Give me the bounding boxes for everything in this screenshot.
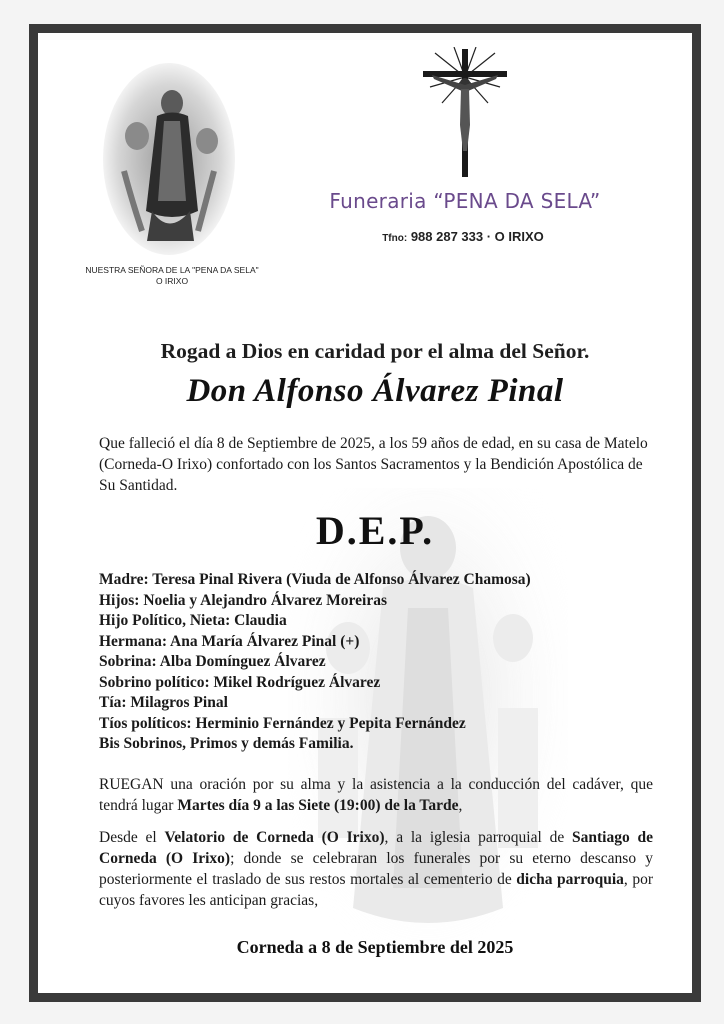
- desde-text-1: Desde el: [99, 829, 165, 846]
- obituary-frame: [29, 24, 701, 1002]
- ruegan-time: Martes día 9 a las Siete (19:00) de la Tarde: [177, 797, 459, 814]
- desde-text-4: , por cuyos favores les anticipan gracias,: [99, 871, 653, 909]
- family-line: Tíos políticos: Herminio Fernández y Pepita Fernández: [99, 714, 466, 732]
- dep-heading: D.E.P.: [315, 508, 435, 553]
- ruegan-text-2: ,: [458, 797, 463, 814]
- ruegan-paragraph: [99, 774, 653, 816]
- family-line: Sobrina: Alba Domínguez Álvarez: [99, 653, 326, 670]
- desde-velatorio: Velatorio de Corneda (O Irixo): [164, 829, 385, 846]
- family-list: [99, 570, 659, 755]
- virgin-image-caption: [72, 265, 272, 287]
- ruegan-text-1: RUEGAN una oración por su alma y la asistencia a la conducción del cadáver, que tendrá lugar: [99, 776, 653, 814]
- family-line: Hijos: Noelia y Alejandro Álvarez Moreiras: [99, 591, 387, 609]
- place-date-footer: Corneda a 8 de Septiembre del 2025: [236, 937, 514, 957]
- phone-number: 988 287 333 · O IRIXO: [410, 229, 544, 244]
- family-line: Hermana: Ana María Álvarez Pinal (+): [99, 632, 360, 650]
- desde-parish: dicha parroquia: [516, 871, 624, 888]
- family-line: Bis Sobrinos, Primos y demás Familia.: [99, 735, 354, 752]
- phone-label: Tfno:: [382, 233, 408, 244]
- family-line: Sobrino político: Mikel Rodríguez Álvarez: [99, 673, 381, 691]
- caption-line-1: NUESTRA SEÑORA DE LA "PENA DA SELA": [85, 265, 259, 275]
- funeral-home-phone: [328, 229, 598, 244]
- desde-text-3: ; donde se celebraran los funerales por su eterno descanso y posteriormente el traslado de sus restos mortales al cementerio de: [99, 850, 653, 888]
- caption-line-2: O IRIXO: [155, 276, 189, 286]
- invocation-heading: Rogad a Dios en caridad por el alma del Señor.: [160, 339, 590, 363]
- family-line: Madre: Teresa Pinal Rivera (Viuda de Alfonso Álvarez Chamosa): [99, 571, 531, 588]
- funeral-home-name: Funeraria “PENA DA SELA”: [329, 189, 601, 213]
- desde-church: Santiago de Corneda (O Irixo): [99, 829, 653, 867]
- virgin-mary-image: [102, 61, 236, 257]
- family-line: Tía: Milagros Pinal: [99, 694, 228, 711]
- crucifix-icon: [420, 47, 510, 179]
- death-notice-paragraph: Que falleció el día 8 de Septiembre de 2025, a los 59 años de edad, en su casa de Matelo (Corneda-O Irixo) confortado con los Santos Sacramentos y la Bendición Apostólica de Su Santidad.: [99, 435, 648, 494]
- family-line: Hijo Político, Nieta: Claudia: [99, 612, 287, 629]
- desde-text-2: , a la iglesia parroquial de: [384, 829, 572, 846]
- deceased-name: Don Alfonso Álvarez Pinal: [186, 373, 564, 409]
- desde-paragraph: [99, 827, 653, 911]
